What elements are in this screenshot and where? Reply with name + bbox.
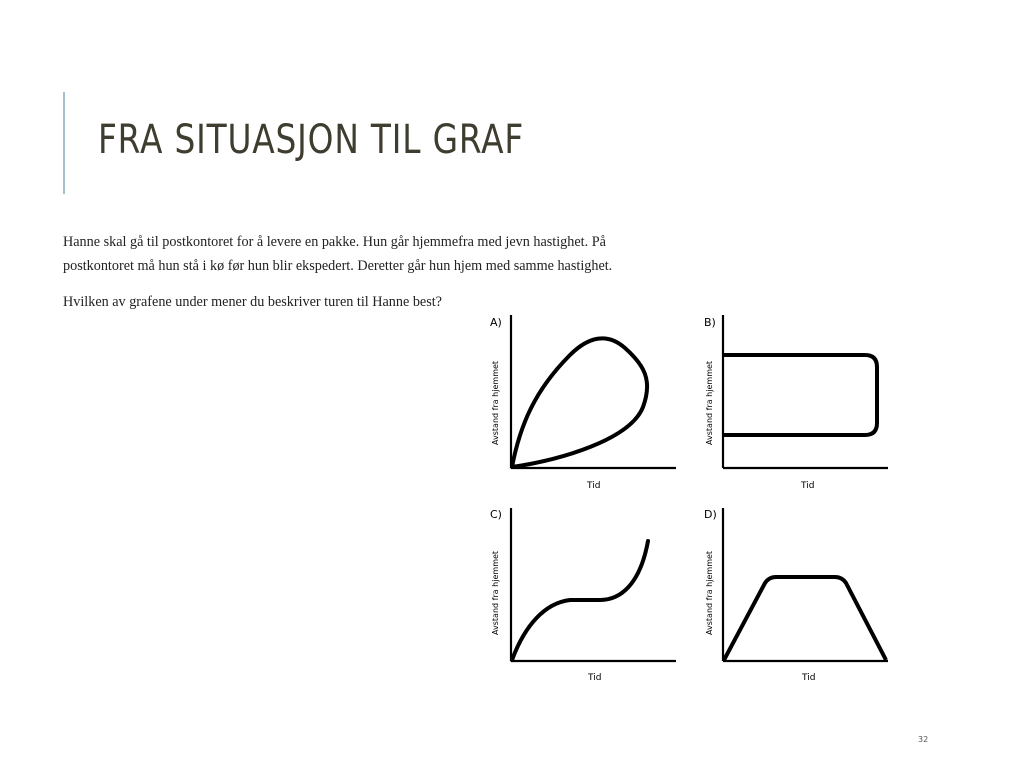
graph-c xyxy=(490,508,676,683)
task-paragraph: Hanne skal gå til postkontoret for å levere en pakke. Hun går hjemmefra med jevn hastighet. På postkontoret må hun stå i kø før hun blir ekspedert. Deretter går hun hjem med samme hastighet. xyxy=(63,234,613,274)
graph-d-label: D) xyxy=(704,508,717,521)
task-question: Hvilken av grafene under mener du beskriver turen til Hanne best? xyxy=(63,294,442,310)
graph-b xyxy=(704,315,888,491)
graph-b-curve xyxy=(723,355,877,435)
graph-a-x-label: Tid xyxy=(587,481,601,491)
graph-b-x-label: Tid xyxy=(801,481,815,491)
graph-d-y-label: Avstand fra hjemmet xyxy=(705,550,714,635)
title-accent-bar xyxy=(63,92,65,194)
slide-title: FRA SITUASJON TIL GRAF xyxy=(98,117,525,163)
graph-c-y-label: Avstand fra hjemmet xyxy=(491,550,500,635)
graph-a xyxy=(490,315,676,491)
graph-d-curve xyxy=(724,577,886,660)
graph-options-svg xyxy=(480,305,910,700)
graph-d-x-label: Tid xyxy=(802,673,816,683)
graph-c-curve xyxy=(512,541,648,660)
graph-a-label: A) xyxy=(490,316,502,329)
graph-d xyxy=(704,508,888,683)
graph-a-y-label: Avstand fra hjemmet xyxy=(491,360,500,445)
graph-b-label: B) xyxy=(704,316,716,329)
graph-options xyxy=(480,305,910,700)
graph-c-label: C) xyxy=(490,508,502,521)
graph-c-x-label: Tid xyxy=(588,673,602,683)
graph-b-y-label: Avstand fra hjemmet xyxy=(705,360,714,445)
graph-a-curve xyxy=(512,338,647,467)
slide-number: 32 xyxy=(918,735,929,744)
